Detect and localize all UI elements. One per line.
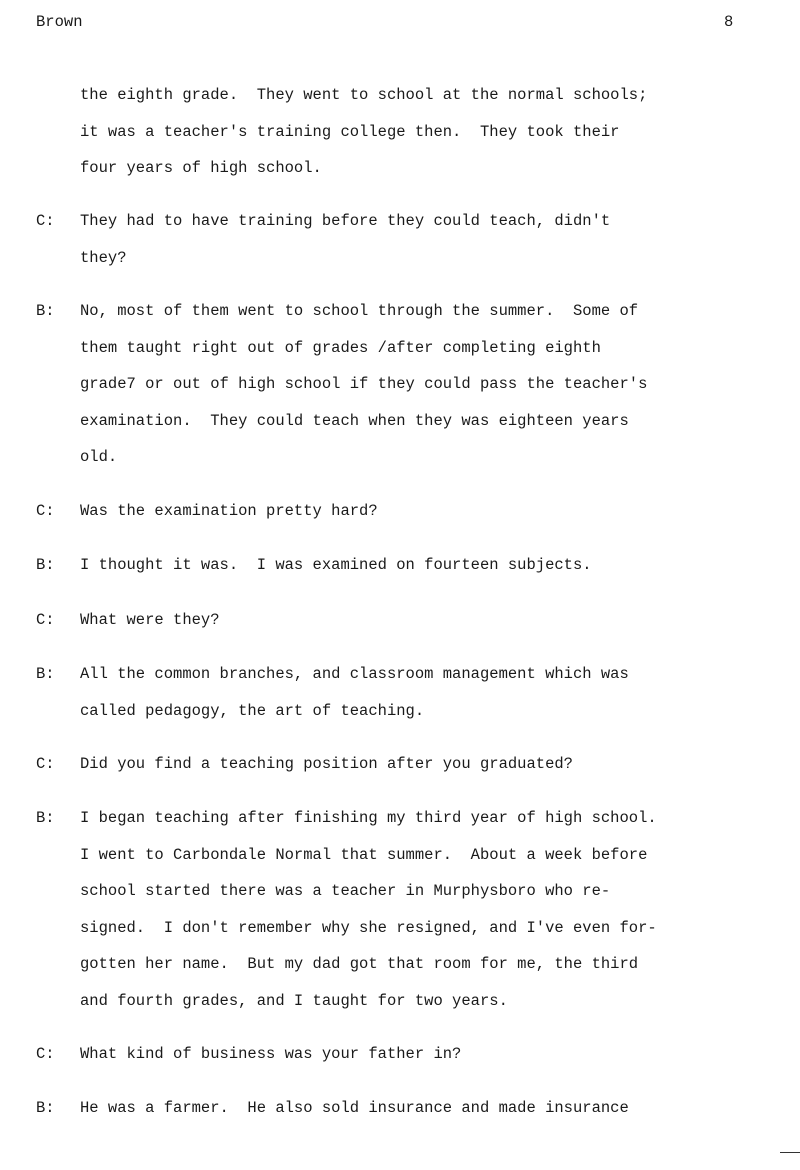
- paragraph: [80, 800, 770, 1019]
- text-line: the eighth grade. They went to school at the normal schools;: [80, 86, 648, 104]
- text-line: four years of high school.: [80, 159, 322, 177]
- paragraph: [80, 602, 770, 639]
- paragraph: [80, 1036, 770, 1073]
- speaker-label: C:: [36, 1045, 55, 1063]
- paragraph: [80, 293, 770, 476]
- speaker-label: C:: [36, 755, 55, 773]
- paragraph: [80, 656, 770, 729]
- text-line: called pedagogy, the art of teaching.: [80, 701, 425, 720]
- text-line: I began teaching after finishing my third year of high school.: [80, 809, 657, 827]
- speaker-label: B:: [36, 1099, 55, 1117]
- speaker-label: B:: [36, 302, 55, 320]
- paragraph: [80, 1090, 770, 1127]
- text-line: What kind of business was your father in?: [80, 1045, 462, 1063]
- text-line: They had to have training before they could teach, didn't: [80, 212, 611, 230]
- speaker-label: C:: [36, 611, 55, 629]
- text-line: they?: [80, 248, 127, 267]
- text-line: examination. They could teach when they was eighteen years: [80, 411, 629, 430]
- text-line: Did you find a teaching position after you graduated?: [80, 755, 573, 773]
- page-number: 8: [724, 13, 734, 31]
- speaker-label: B:: [36, 809, 55, 827]
- text-line: signed. I don't remember why she resigned, and I've even for-: [80, 918, 657, 937]
- text-line: What were they?: [80, 611, 220, 629]
- text-line: He was a farmer. He also sold insurance and made insurance: [80, 1099, 629, 1117]
- paragraph: [80, 493, 770, 530]
- text-line: and fourth grades, and I taught for two years.: [80, 991, 508, 1010]
- paragraph: [80, 746, 770, 783]
- speaker-label: B:: [36, 556, 55, 574]
- text-line: it was a teacher's training college then. They took their: [80, 122, 620, 141]
- interviewee-name: Brown: [36, 13, 83, 31]
- text-line: grade7 or out of high school if they could pass the teacher's: [80, 375, 648, 393]
- text-line: I thought it was. I was examined on fourteen subjects.: [80, 556, 592, 574]
- paragraph: [80, 203, 770, 276]
- text-line: No, most of them went to school through the summer. Some of: [80, 302, 639, 320]
- text-line: school started there was a teacher in Murphysboro who re-: [80, 882, 611, 900]
- margin-mark: [780, 1152, 800, 1153]
- text-line: gotten her name. But my dad got that room for me, the third: [80, 955, 639, 973]
- text-line: I went to Carbondale Normal that summer. About a week before: [80, 845, 648, 864]
- speaker-label: C:: [36, 212, 55, 230]
- speaker-label: C:: [36, 502, 55, 520]
- text-line: old.: [80, 448, 118, 466]
- text-line: them taught right out of grades /after completing eighth: [80, 338, 601, 357]
- text-line: All the common branches, and classroom management which was: [80, 665, 629, 683]
- paragraph: [80, 547, 770, 584]
- paragraph: [80, 77, 770, 187]
- speaker-label: B:: [36, 665, 55, 683]
- text-line: Was the examination pretty hard?: [80, 502, 378, 520]
